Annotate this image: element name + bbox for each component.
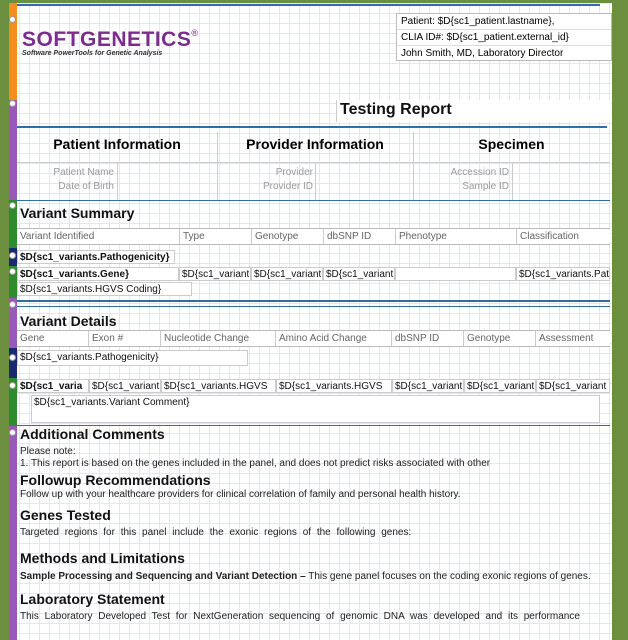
details-assessment-cell[interactable]: $D{sc1_variant [536,379,610,393]
accession-id-label: Accession ID [450,167,509,178]
specimen-title[interactable]: Specimen [478,136,545,152]
followup-text[interactable]: Follow up with your healthcare providers for clinical correlation of family and personal health history. [20,489,461,500]
details-genotype-cell[interactable]: $D{sc1_variant [464,379,536,393]
band-marker[interactable] [9,429,16,436]
followup-title[interactable]: Followup Recommendations [20,472,211,488]
band-marker[interactable] [9,382,16,389]
band-details-group[interactable] [9,348,17,378]
band-marker[interactable] [9,301,16,308]
col-genotype[interactable]: Genotype [467,333,511,344]
col-amino-acid-change[interactable]: Amino Acid Change [279,333,367,344]
col-variant-identified[interactable]: Variant Identified [20,231,95,242]
logo-registered: ® [191,28,198,38]
details-gene-cell[interactable]: $D{sc1_varia [17,379,89,393]
band-title[interactable] [9,100,17,200]
band-marker[interactable] [9,268,16,275]
band-footer[interactable] [9,426,17,640]
patient-line[interactable]: Patient: $D{sc1_patient.lastname}, [397,14,611,30]
provider-label: Provider [275,167,313,178]
lab-statement-text[interactable]: This Laboratory Developed Test for NextGeneration sequencing of genomic DNA was developed and its performance [20,611,580,622]
col-dbsnp-id[interactable]: dbSNP ID [395,333,440,344]
col-phenotype[interactable]: Phenotype [399,231,447,242]
provider-id-label: Provider ID [262,181,313,192]
page-right-border [612,0,628,640]
additional-comments-note[interactable]: Please note: [20,446,76,457]
band-marker[interactable] [9,252,16,259]
details-dbsnp-cell[interactable]: $D{sc1_variant [392,379,464,393]
patient-info-title[interactable]: Patient Information [53,136,181,152]
summary-group-pathogenicity[interactable]: $D{sc1_variants.Pathogenicity} [17,250,175,264]
methods-title[interactable]: Methods and Limitations [20,550,185,566]
col-assessment[interactable]: Assessment [539,333,594,344]
variant-details-title[interactable]: Variant Details [20,313,117,329]
lab-statement-title[interactable]: Laboratory Statement [20,591,165,607]
methods-plain-text: This gene panel focuses on the coding exonic regions of genes. [305,571,591,582]
methods-text[interactable] [20,571,591,582]
summary-genotype-cell[interactable]: $D{sc1_variant [251,267,323,281]
details-nucleotide-cell[interactable]: $D{sc1_variants.HGVS [161,379,276,393]
genes-tested-text[interactable]: Targeted regions for this panel include the exonic regions of the following genes: [20,527,412,538]
col-genotype[interactable]: Genotype [255,231,299,242]
header-info-box [396,13,612,61]
variant-summary-header [17,228,610,245]
summary-hgvs-cell[interactable]: $D{sc1_variants.HGVS Coding} [17,282,192,296]
info-sections [17,132,610,200]
company-logo [22,28,198,57]
details-exon-cell[interactable]: $D{sc1_variant [89,379,161,393]
provider-info-title[interactable]: Provider Information [246,136,384,152]
col-exon[interactable]: Exon # [92,333,124,344]
clia-line[interactable]: CLIA ID#: $D{sc1_patient.external_id} [397,30,611,46]
summary-phenotype-cell[interactable] [395,267,516,281]
details-comment-cell[interactable]: $D{sc1_variants.Variant Comment} [31,395,600,423]
summary-type-cell[interactable]: $D{sc1_variant [179,267,251,281]
variant-details-header [17,330,610,347]
col-type[interactable]: Type [183,231,205,242]
genes-tested-title[interactable]: Genes Tested [20,507,111,523]
dob-label: Date of Birth [58,181,114,192]
band-marker[interactable] [9,354,16,361]
additional-comments-title[interactable]: Additional Comments [20,426,165,442]
logo-text: SOFTGENETICS [22,28,192,51]
report-title-box [336,100,611,122]
details-amino-acid-cell[interactable]: $D{sc1_variants.HGVS [276,379,392,393]
additional-comments-line1[interactable]: 1. This report is based on the genes included in the panel, and does not predict risks associated with other [20,458,491,469]
col-nucleotide-change[interactable]: Nucleotide Change [164,333,250,344]
patient-name-label: Patient Name [53,167,114,178]
logo-tagline: Software PowerTools for Genetic Analysis [22,50,163,57]
details-group-pathogenicity[interactable]: $D{sc1_variants.Pathogenicity} [17,350,248,366]
col-dbsnp[interactable]: dbSNP ID [327,231,372,242]
summary-classification-cell[interactable]: $D{sc1_variants.Pat [516,267,610,281]
band-marker[interactable] [9,100,16,107]
col-classification[interactable]: Classification [520,231,579,242]
methods-bold-text: Sample Processing and Sequencing and Variant Detection – [20,571,306,582]
summary-dbsnp-cell[interactable]: $D{sc1_variant [323,267,395,281]
summary-gene-cell[interactable]: $D{sc1_variants.Gene} [17,267,179,281]
director-line[interactable]: John Smith, MD, Laboratory Director [401,48,564,59]
col-gene[interactable]: Gene [20,333,45,344]
band-marker[interactable] [9,16,16,23]
variant-summary-title[interactable]: Variant Summary [20,205,135,221]
band-marker[interactable] [9,202,16,209]
report-title[interactable]: Testing Report [340,101,452,118]
sample-id-label: Sample ID [462,181,509,192]
